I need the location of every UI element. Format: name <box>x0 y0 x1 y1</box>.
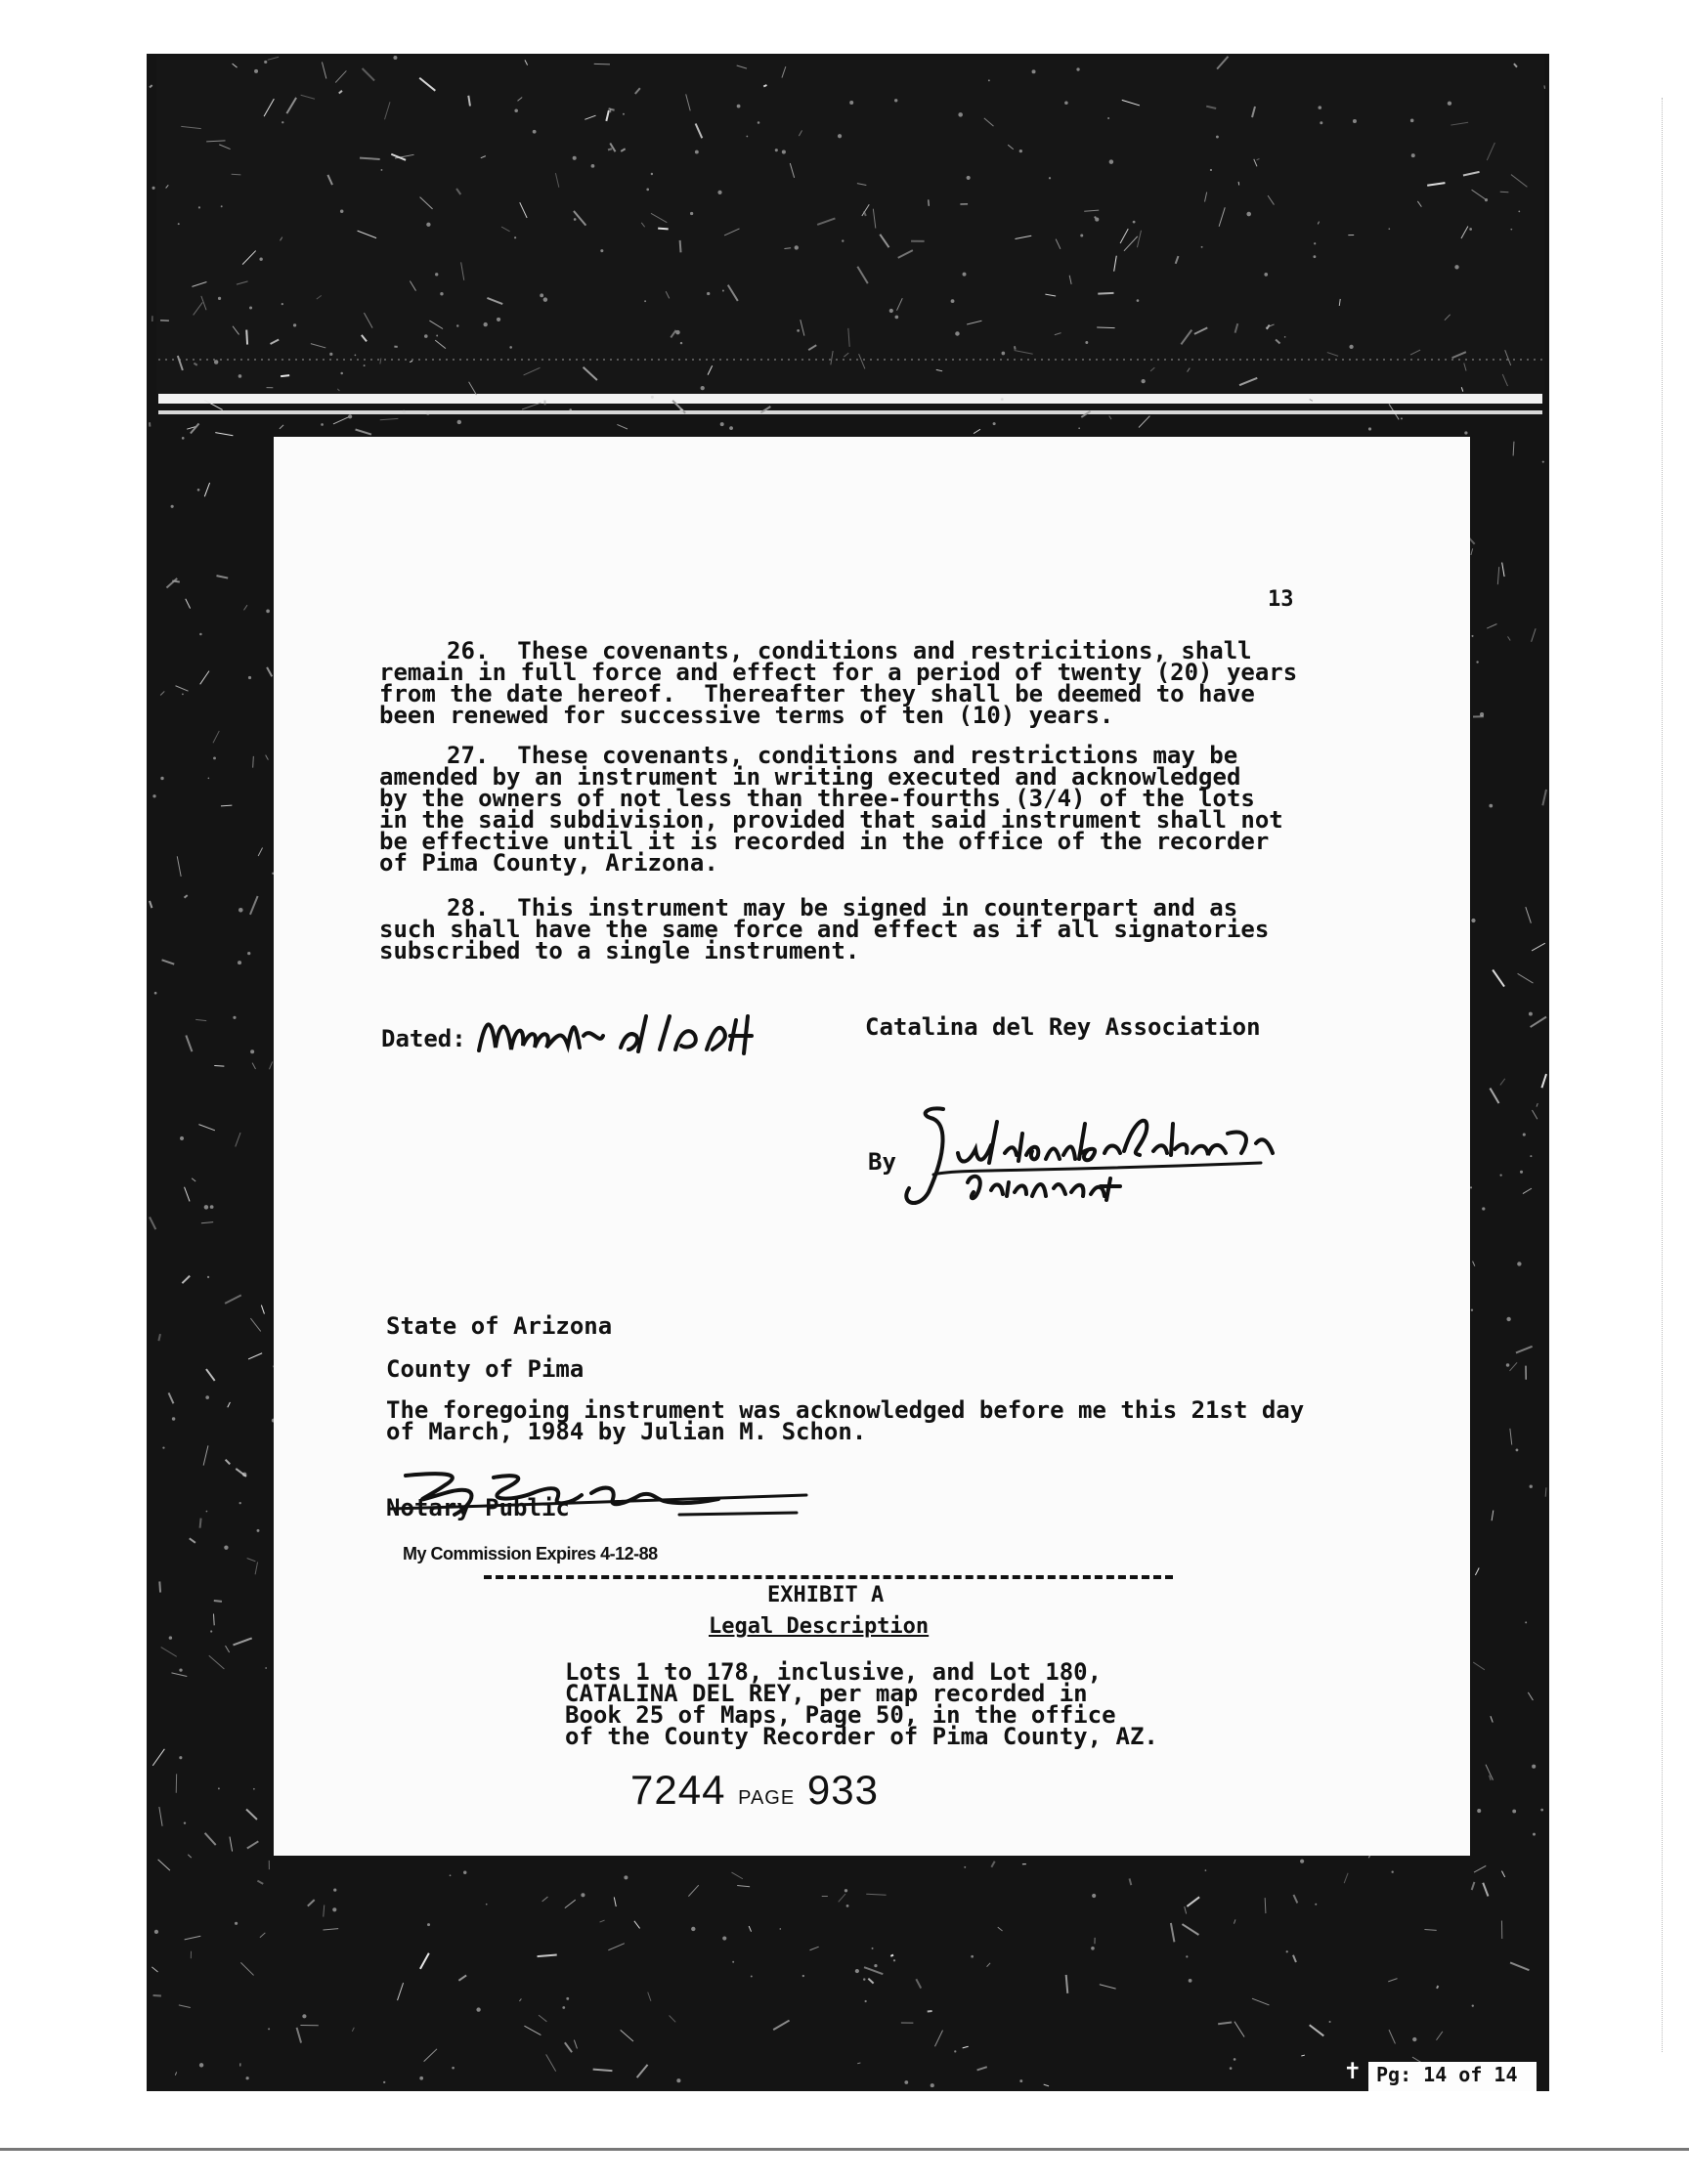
notary-commission-stamp: My Commission Expires 4-12-88 <box>403 1544 658 1563</box>
bottom-rule <box>0 2148 1689 2151</box>
recording-stamp <box>630 1767 879 1814</box>
president-signature <box>889 1094 1320 1221</box>
page-number: 13 <box>1268 587 1294 612</box>
paragraph-28-first-line: 28. This instrument may be signed in counterpart and as <box>447 894 1238 921</box>
notary-title: Notary Public <box>386 1494 570 1521</box>
exhibit-title: EXHIBIT A <box>767 1583 885 1607</box>
notary-county: County of Pima <box>386 1355 585 1383</box>
paragraph-28-body: such shall have the same force and effect as if all signatories subscribed to a single instrument. <box>379 916 1270 964</box>
dated-handwriting <box>474 1006 787 1065</box>
exhibit-description: Lots 1 to 178, inclusive, and Lot 180, CATALINA DEL REY, per map recorded in Book 25 of Maps, Page 50, in the office of the County Recorder of Pima County, AZ. <box>565 1658 1158 1750</box>
paragraph-27-body: amended by an instrument in writing executed and acknowledged by the owners of not less than three-fourths (3/4) of the lots in the said subdivision, provided that said instrument shall not be effective until it is recorded in the office of the recorder of Pima County, Arizona. <box>379 763 1283 877</box>
exhibit-subtitle: Legal Description <box>709 1614 930 1639</box>
dated-label: Dated: <box>381 1025 466 1052</box>
page-footer: Pg: 14 of 14 <box>1376 2063 1518 2086</box>
section-divider <box>484 1575 1173 1579</box>
association-name: Catalina del Rey Association <box>865 1013 1261 1041</box>
corner-mark: ✝ <box>1345 2056 1361 2085</box>
edge-specks <box>1662 98 1668 2052</box>
paragraph-27-first-line: 27. These covenants, conditions and restrictions may be <box>447 742 1238 769</box>
stamp-page: 933 <box>806 1767 879 1813</box>
stamp-mid: PAGE <box>738 1787 796 1809</box>
paragraph-26-first-line: 26. These covenants, conditions and restricitions, shall <box>447 637 1252 664</box>
by-label: By <box>868 1148 896 1176</box>
notary-state: State of Arizona <box>386 1312 613 1340</box>
stamp-book: 7244 <box>630 1767 726 1813</box>
notary-acknowledgment: The foregoing instrument was acknowledged before me this 21st day of March, 1984 by Julian M. Schon. <box>386 1396 1305 1445</box>
paragraph-26-body: remain in full force and effect for a period of twenty (20) years from the date hereof. Thereafter they shall be deemed to have been renewed for successive terms of ten (10) years. <box>379 659 1298 729</box>
